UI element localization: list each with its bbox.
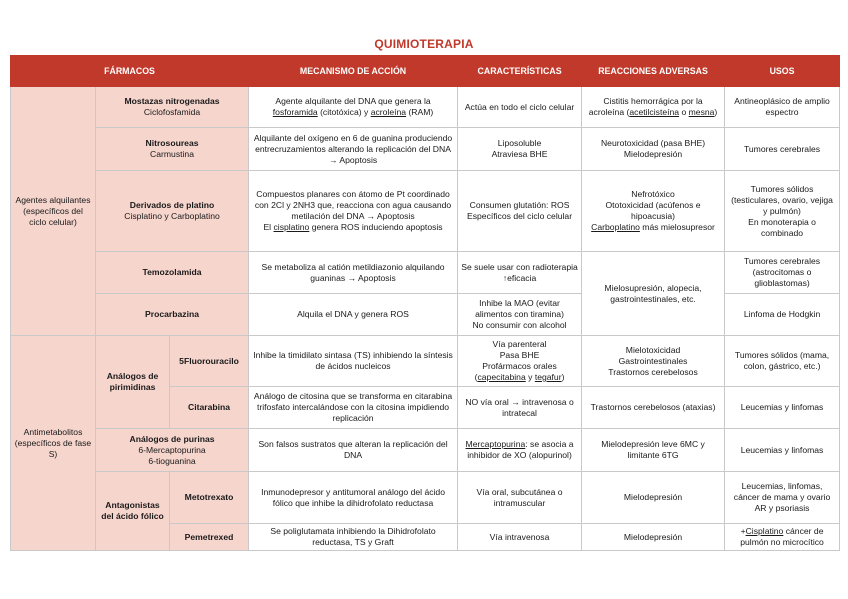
drug-mostazas: Mostazas nitrogenadas Ciclofosfamida <box>96 87 249 128</box>
caracteristicas-purinas: Mercaptopurina: se asocia a inhibidor de XO (alopurinol) <box>458 429 582 472</box>
usos-mostazas: Antineoplásico de amplio espectro <box>725 87 840 128</box>
usos-pemetrexed: +Cisplatino cáncer de pulmón no microcítico <box>725 524 840 551</box>
mecanismo-purinas: Son falsos sustratos que alteran la replicación del DNA <box>249 429 458 472</box>
drug-platino: Derivados de platino Cisplatino y Carboplatino <box>96 171 249 252</box>
drug-citarabina: Citarabina <box>170 387 249 429</box>
table-row <box>11 252 840 294</box>
reacciones-metotrexato: Mielodepresión <box>582 472 725 524</box>
usos-5fluorouracilo: Tumores sólidos (mama, colon, gástrico, etc.) <box>725 336 840 387</box>
usos-citarabina: Leucemias y linfomas <box>725 387 840 429</box>
header-reacciones: REACCIONES ADVERSAS <box>582 56 725 87</box>
mecanismo-temozolamida: Se metaboliza al catión metildiazonio alquilando guaninas → Apoptosis <box>249 252 458 294</box>
caracteristicas-citarabina: NO vía oral → intravenosa o intratecal <box>458 387 582 429</box>
reacciones-pemetrexed: Mielodepresión <box>582 524 725 551</box>
drug-5fluorouracilo: 5Fluorouracilo <box>170 336 249 387</box>
reacciones-nitrosoureas: Neurotoxicidad (pasa BHE) Mielodepresión <box>582 128 725 171</box>
reacciones-mostazas: Cistitis hemorrágica por la acroleína (acetilcisteína o mesna) <box>582 87 725 128</box>
header-farmacos: FÁRMACOS <box>11 56 249 87</box>
reacciones-temozolamida-procarbazina: Mielosupresión, alopecia, gastrointestinales, etc. <box>582 252 725 336</box>
reacciones-purinas: Mielodepresión leve 6MC y limitante 6TG <box>582 429 725 472</box>
mecanismo-pemetrexed: Se poliglutamata inhibiendo la Dihidrofolato reductasa, TS y Graft <box>249 524 458 551</box>
mecanismo-nitrosoureas: Alquilante del oxígeno en 6 de guanina produciendo entrecruzamientos alterando la replicación del DNA → Apoptosis <box>249 128 458 171</box>
drug-metotrexato: Metotrexato <box>170 472 249 524</box>
mecanismo-mostazas: Agente alquilante del DNA que genera la fosforamida (citotóxica) y acroleína (RAM) <box>249 87 458 128</box>
caracteristicas-5fluorouracilo: Vía parenteral Pasa BHE Profármacos orales (capecitabina y tegafur) <box>458 336 582 387</box>
group-pirimidinas: Análogos de pirimidinas <box>96 336 170 429</box>
reacciones-5fluorouracilo: Mielotoxicidad Gastrointestinales Trastornos cerebelosos <box>582 336 725 387</box>
usos-metotrexato: Leucemias, linfomas, cáncer de mama y ovario AR y psoriasis <box>725 472 840 524</box>
header-usos: USOS <box>725 56 840 87</box>
mecanismo-platino: Compuestos planares con átomo de Pt coordinado con 2Cl y 2NH3 que, reacciona con agua causando metilación del DNA → Apoptosis El cisplatino genera ROS induciendo apoptosis <box>249 171 458 252</box>
caracteristicas-mostazas: Actúa en todo el ciclo celular <box>458 87 582 128</box>
usos-platino: Tumores sólidos (testiculares, ovario, vejiga y pulmón) En monoterapia o combinado <box>725 171 840 252</box>
drug-procarbazina: Procarbazina <box>96 294 249 336</box>
caracteristicas-metotrexato: Vía oral, subcutánea o intramuscular <box>458 472 582 524</box>
drug-pemetrexed: Pemetrexed <box>170 524 249 551</box>
header-row <box>11 56 840 87</box>
caracteristicas-nitrosoureas: Liposoluble Atraviesa BHE <box>458 128 582 171</box>
table-row <box>11 128 840 171</box>
header-mecanismo: MECANISMO DE ACCIÓN <box>249 56 458 87</box>
drug-purinas: Análogos de purinas 6-Mercaptopurina 6-tioguanina <box>96 429 249 472</box>
caracteristicas-temozolamida: Se suele usar con radioterapia ↑eficacia <box>458 252 582 294</box>
usos-purinas: Leucemias y linfomas <box>725 429 840 472</box>
table-row <box>11 87 840 128</box>
caracteristicas-procarbazina: Inhibe la MAO (evitar alimentos con tiramina) No consumir con alcohol <box>458 294 582 336</box>
mecanismo-5fluorouracilo: Inhibe la timidilato sintasa (TS) inhibiendo la síntesis de ácidos nucleicos <box>249 336 458 387</box>
caracteristicas-pemetrexed: Vía intravenosa <box>458 524 582 551</box>
reacciones-platino: Nefrotóxico Ototoxicidad (acúfenos e hipoacusia) Carboplatino más mielosupresor <box>582 171 725 252</box>
drug-nitrosoureas: Nitrosoureas Carmustina <box>96 128 249 171</box>
mecanismo-citarabina: Análogo de citosina que se transforma en citarabina trifosfato intercalándose con la citosina impidiendo replicación <box>249 387 458 429</box>
table-row <box>11 429 840 472</box>
mecanismo-procarbazina: Alquila el DNA y genera ROS <box>249 294 458 336</box>
usos-procarbazina: Linfoma de Hodgkin <box>725 294 840 336</box>
group-antimetabolitos: Antimetabolitos (específicos de fase S) <box>11 336 96 551</box>
reacciones-citarabina: Trastornos cerebelosos (ataxias) <box>582 387 725 429</box>
group-folico: Antagonistas del ácido fólico <box>96 472 170 551</box>
chemotherapy-table <box>10 55 840 551</box>
usos-temozolamida: Tumores cerebrales (astrocitomas o glioblastomas) <box>725 252 840 294</box>
page-title: QUIMIOTERAPIA <box>374 37 474 51</box>
caracteristicas-platino: Consumen glutatión: ROS Específicos del ciclo celular <box>458 171 582 252</box>
table-row <box>11 171 840 252</box>
header-caracteristicas: CARACTERÍSTICAS <box>458 56 582 87</box>
drug-temozolamida: Temozolamida <box>96 252 249 294</box>
usos-nitrosoureas: Tumores cerebrales <box>725 128 840 171</box>
table-row <box>11 336 840 387</box>
mecanismo-metotrexato: Inmunodepresor y antitumoral análogo del ácido fólico que inhibe la dihidrofolato reductasa <box>249 472 458 524</box>
table-row <box>11 472 840 524</box>
group-alquilantes: Agentes alquilantes (específicos del ciclo celular) <box>11 87 96 336</box>
